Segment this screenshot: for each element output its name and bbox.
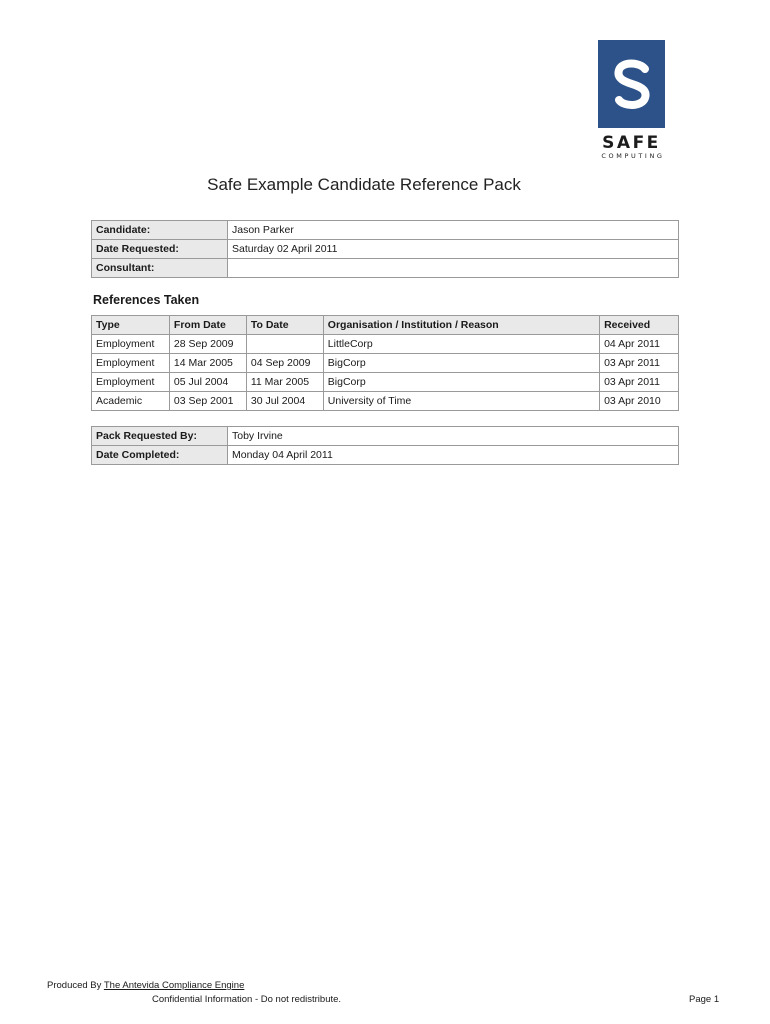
consultant-label: Consultant:	[92, 259, 228, 278]
date-requested-label: Date Requested:	[92, 240, 228, 259]
table-row	[92, 240, 679, 259]
antevida-link[interactable]: The Antevida Compliance Engine	[103, 980, 245, 991]
table-row	[92, 221, 679, 240]
column-header-received: Received	[600, 316, 679, 335]
document-title: Safe Example Candidate Reference Pack	[207, 175, 521, 194]
pack-requested-by-label: Pack Requested By:	[92, 427, 228, 446]
references-heading: References Taken	[93, 293, 200, 307]
table-header-row	[92, 316, 679, 335]
pack-info-table	[91, 426, 679, 465]
logo-name: SAFE	[602, 133, 661, 153]
column-header-organisation: Organisation / Institution / Reason	[323, 316, 599, 335]
table-row	[92, 392, 679, 411]
cell-received: 03 Apr 2010	[600, 392, 679, 411]
cell-to-date: 04 Sep 2009	[246, 354, 323, 373]
cell-from-date: 05 Jul 2004	[169, 373, 246, 392]
logo-emblem	[598, 40, 665, 128]
table-row	[92, 446, 679, 465]
table-row	[92, 335, 679, 354]
confidential-notice: Confidential Information - Do not redistribute.	[152, 994, 342, 1005]
references-table	[91, 315, 679, 411]
consultant-value	[228, 259, 679, 278]
cell-to-date: 30 Jul 2004	[246, 392, 323, 411]
table-row	[92, 354, 679, 373]
cell-received: 03 Apr 2011	[600, 354, 679, 373]
table-row	[92, 427, 679, 446]
cell-from-date: 28 Sep 2009	[169, 335, 246, 354]
cell-from-date: 03 Sep 2001	[169, 392, 246, 411]
produced-by-prefix: Produced By	[47, 980, 102, 991]
cell-to-date: 11 Mar 2005	[246, 373, 323, 392]
pack-requested-by-value: Toby Irvine	[228, 427, 679, 446]
cell-type: Academic	[92, 392, 170, 411]
date-completed-value: Monday 04 April 2011	[228, 446, 679, 465]
company-logo	[598, 40, 665, 161]
cell-organisation: University of Time	[323, 392, 599, 411]
footer-produced-by	[47, 980, 244, 991]
cell-from-date: 14 Mar 2005	[169, 354, 246, 373]
table-row	[92, 259, 679, 278]
s-monogram-icon	[610, 56, 654, 112]
date-requested-value: Saturday 02 April 2011	[228, 240, 679, 259]
cell-type: Employment	[92, 354, 170, 373]
date-completed-label: Date Completed:	[92, 446, 228, 465]
cell-type: Employment	[92, 373, 170, 392]
candidate-label: Candidate:	[92, 221, 228, 240]
logo-subtitle: COMPUTING	[601, 152, 665, 160]
column-header-type: Type	[92, 316, 170, 335]
cell-organisation: BigCorp	[323, 373, 599, 392]
cell-type: Employment	[92, 335, 170, 354]
cell-organisation: BigCorp	[323, 354, 599, 373]
cell-received: 04 Apr 2011	[600, 335, 679, 354]
candidate-info-table	[91, 220, 679, 278]
cell-received: 03 Apr 2011	[600, 373, 679, 392]
column-header-to-date: To Date	[246, 316, 323, 335]
page-number: Page 1	[689, 994, 720, 1005]
column-header-from-date: From Date	[169, 316, 246, 335]
candidate-value: Jason Parker	[228, 221, 679, 240]
cell-to-date	[246, 335, 323, 354]
cell-organisation: LittleCorp	[323, 335, 599, 354]
table-row	[92, 373, 679, 392]
